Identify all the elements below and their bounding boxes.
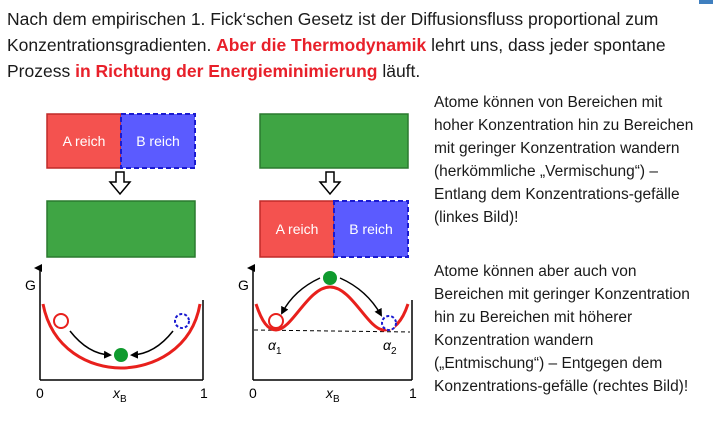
xb-label-right: $x_B$	[326, 385, 340, 405]
label-b-reich-right: B reich	[349, 221, 393, 237]
tick-1-right: 1	[409, 385, 417, 401]
intro-part-3: läuft.	[377, 61, 421, 81]
tick-1-left: 1	[200, 385, 208, 401]
box-mixed-right	[260, 114, 408, 168]
tick-0-left: 0	[36, 385, 44, 401]
xb-label-left: $x_B$	[113, 385, 127, 405]
end-circle-blue-right	[382, 316, 396, 330]
label-b-reich-left: B reich	[136, 133, 180, 149]
end-circle-red-right	[269, 314, 283, 328]
alpha2-label: $\alpha_2$	[383, 337, 397, 357]
tick-0-right: 0	[249, 385, 257, 401]
down-arrow-right	[320, 172, 340, 194]
intro-part-1: Nach dem empirischen 1. Fick‘schen Gesetz ist der Diffusionsfluss proportional zum Konzentrationsgradienten.	[7, 9, 659, 55]
g-label-left: G	[25, 277, 36, 293]
label-a-reich-left: A reich	[62, 133, 106, 149]
alpha1-label: $\alpha_1$	[268, 337, 282, 357]
start-dot-right	[323, 271, 337, 285]
corner-accent	[699, 0, 713, 4]
intro-highlight-energieminimierung: in Richtung der Energieminimierung	[75, 61, 378, 81]
g-label-right: G	[238, 277, 249, 293]
side-paragraph-1: Atome können von Bereichen mit hoher Konzentration hin zu Bereichen mit geringer Konzentration wandern (herkömmliche „Vermischung“) – Entlang dem Konzentrations-gefälle (linkes Bild)!	[434, 94, 694, 226]
side-paragraph-2: Atome können aber auch von Bereichen mit geringer Konzentration hin zu Bereichen mit höherer Konzentration wandern („Entmischung“) – Entgegen dem Konzentrations-gefälle (rechtes Bild)!	[434, 263, 690, 395]
intro-part-2: lehrt uns, dass jeder spontane Prozess	[7, 35, 666, 81]
label-a-reich-right: A reich	[275, 221, 319, 237]
intro-highlight-thermodynamik: Aber die Thermodynamik	[216, 35, 427, 55]
